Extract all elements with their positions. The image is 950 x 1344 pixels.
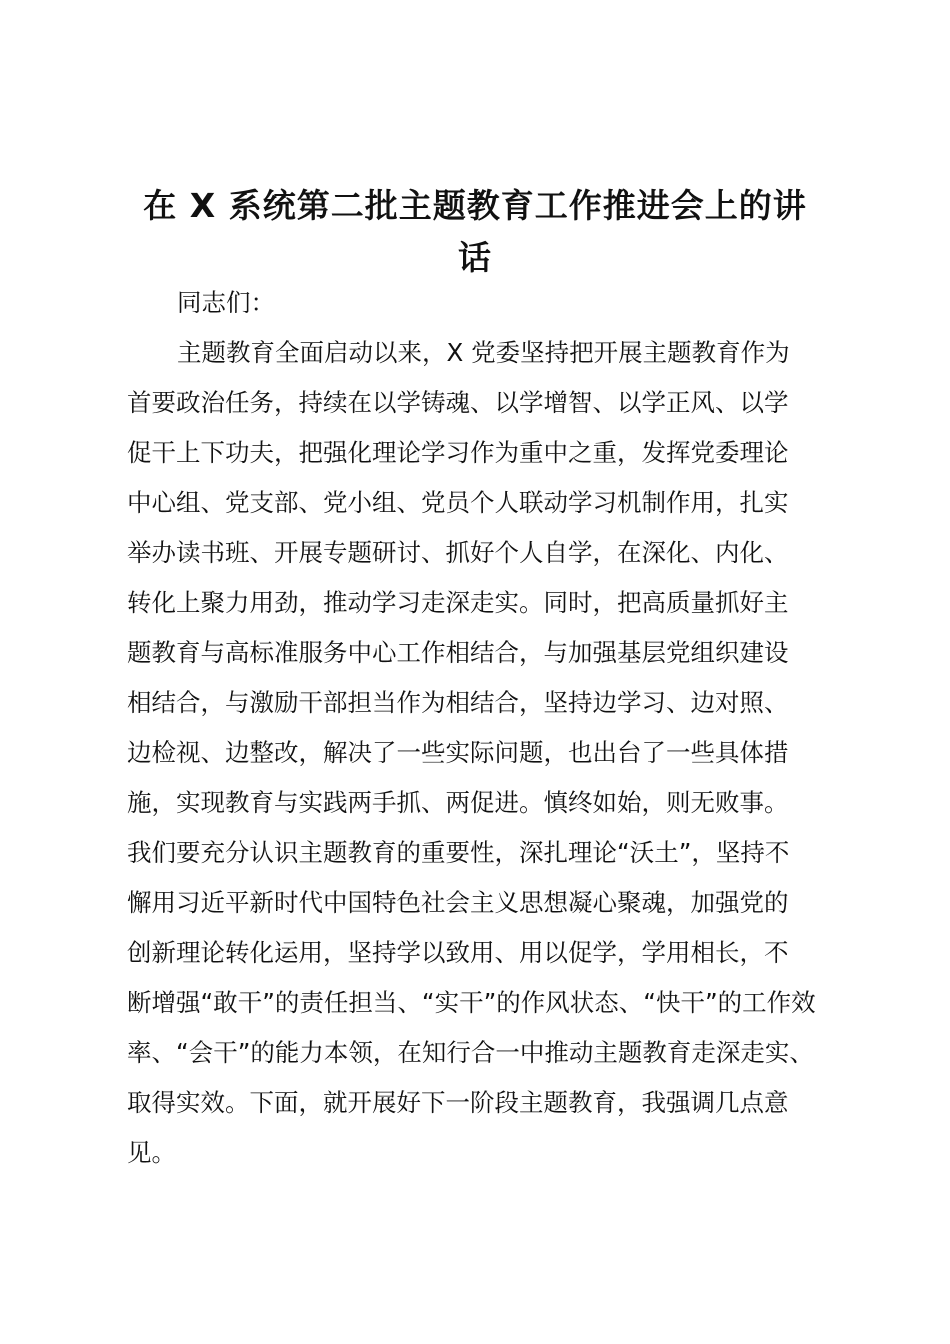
paragraph-line: 见。 <box>127 1138 176 1167</box>
paragraph-line: 取得实效。下面，就开展好下一阶段主题教育，我强调几点意 <box>127 1088 789 1117</box>
document-body <box>127 278 843 1178</box>
paragraph-line: 懈用习近平新时代中国特色社会主义思想凝心聚魂，加强党的 <box>127 888 789 917</box>
paragraph-line: 我们要充分认识主题教育的重要性，深扎理论“沃土”，坚持不 <box>127 838 790 867</box>
paragraph-line: 举办读书班、开展专题研讨、抓好个人自学，在深化、内化、 <box>127 538 789 567</box>
title-line-1: 在 X 系统第二批主题教育工作推进会上的讲 <box>143 186 807 225</box>
paragraph-line: 相结合，与激励干部担当作为相结合，坚持边学习、边对照、 <box>127 688 789 717</box>
paragraph-line: 促干上下功夫，把强化理论学习作为重中之重，发挥党委理论 <box>127 438 789 467</box>
paragraph-line: 率、“会干”的能力本领，在知行合一中推动主题教育走深走实、 <box>127 1038 814 1067</box>
paragraph-line: 边检视、边整改，解决了一些实际问题，也出台了一些具体措 <box>127 738 789 767</box>
paragraph-line: 创新理论转化运用，坚持学以致用、用以促学，学用相长，不 <box>127 938 789 967</box>
paragraph-line: 主题教育全面启动以来，X 党委坚持把开展主题教育作为 <box>177 338 790 367</box>
paragraph-line: 转化上聚力用劲，推动学习走深走实。同时，把高质量抓好主 <box>127 588 789 617</box>
paragraph-line: 断增强“敢干”的责任担当、“实干”的作风状态、“快干”的工作效 <box>127 988 816 1017</box>
title-line-2: 话 <box>458 238 492 277</box>
paragraph-line: 首要政治任务，持续在以学铸魂、以学增智、以学正风、以学 <box>127 388 789 417</box>
paragraph-line: 题教育与高标准服务中心工作相结合，与加强基层党组织建设 <box>127 638 789 667</box>
paragraph-line: 中心组、党支部、党小组、党员个人联动学习机制作用，扎实 <box>127 488 789 517</box>
salutation: 同志们： <box>177 288 275 317</box>
document-title <box>100 180 850 284</box>
paragraph-line: 施，实现教育与实践两手抓、两促进。慎终如始，则无败事。 <box>127 788 789 817</box>
